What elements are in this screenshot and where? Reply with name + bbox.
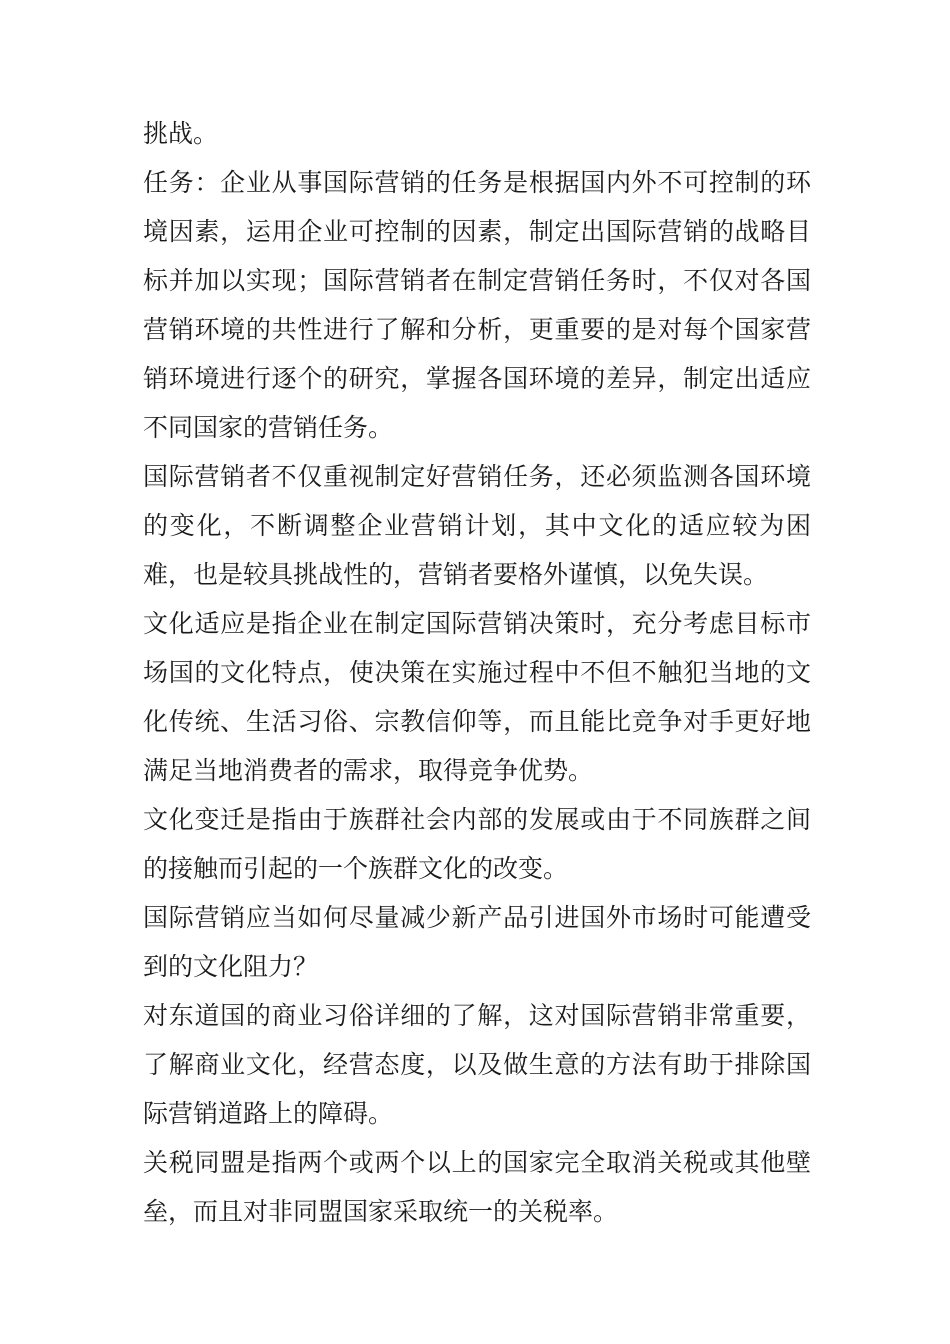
- paragraph-host-country-customs: 对东道国的商业习俗详细的了解，这对国际营销非常重要，了解商业文化，经营态度，以及做生意的方法有助于排除国际营销道路上的障碍。: [143, 1001, 811, 1128]
- document-body: [143, 109, 811, 1236]
- paragraph-customs-union: 关税同盟是指两个或两个以上的国家完全取消关税或其他壁垒，而且对非同盟国家采取统一的关税率。: [143, 1148, 811, 1226]
- paragraph-marketer-monitoring: 国际营销者不仅重视制定好营销任务，还必须监测各国环境的变化，不断调整企业营销计划，其中文化的适应较为困难，也是较具挑战性的，营销者要格外谨慎，以免失误。: [143, 462, 811, 589]
- paragraph-task: 任务：企业从事国际营销的任务是根据国内外不可控制的环境因素，运用企业可控制的因素，制定出国际营销的战略目标并加以实现；国际营销者在制定营销任务时，不仅对各国营销环境的共性进行了解和分析，更重要的是对每个国家营销环境进行逐个的研究，掌握各国环境的差异，制定出适应不同国家的营销任务。: [143, 168, 811, 442]
- paragraph-cultural-adaptation: 文化适应是指企业在制定国际营销决策时，充分考虑目标市场国的文化特点，使决策在实施过程中不但不触犯当地的文化传统、生活习俗、宗教信仰等，而且能比竞争对手更好地满足当地消费者的需求，取得竞争优势。: [143, 609, 811, 785]
- paragraph-cultural-change: 文化变迁是指由于族群社会内部的发展或由于不同族群之间的接触而引起的一个族群文化的改变。: [143, 805, 811, 883]
- paragraph-challenge-end: 挑战。: [143, 119, 219, 148]
- paragraph-question-cultural-resistance: 国际营销应当如何尽量减少新产品引进国外市场时可能遭受到的文化阻力？: [143, 903, 811, 981]
